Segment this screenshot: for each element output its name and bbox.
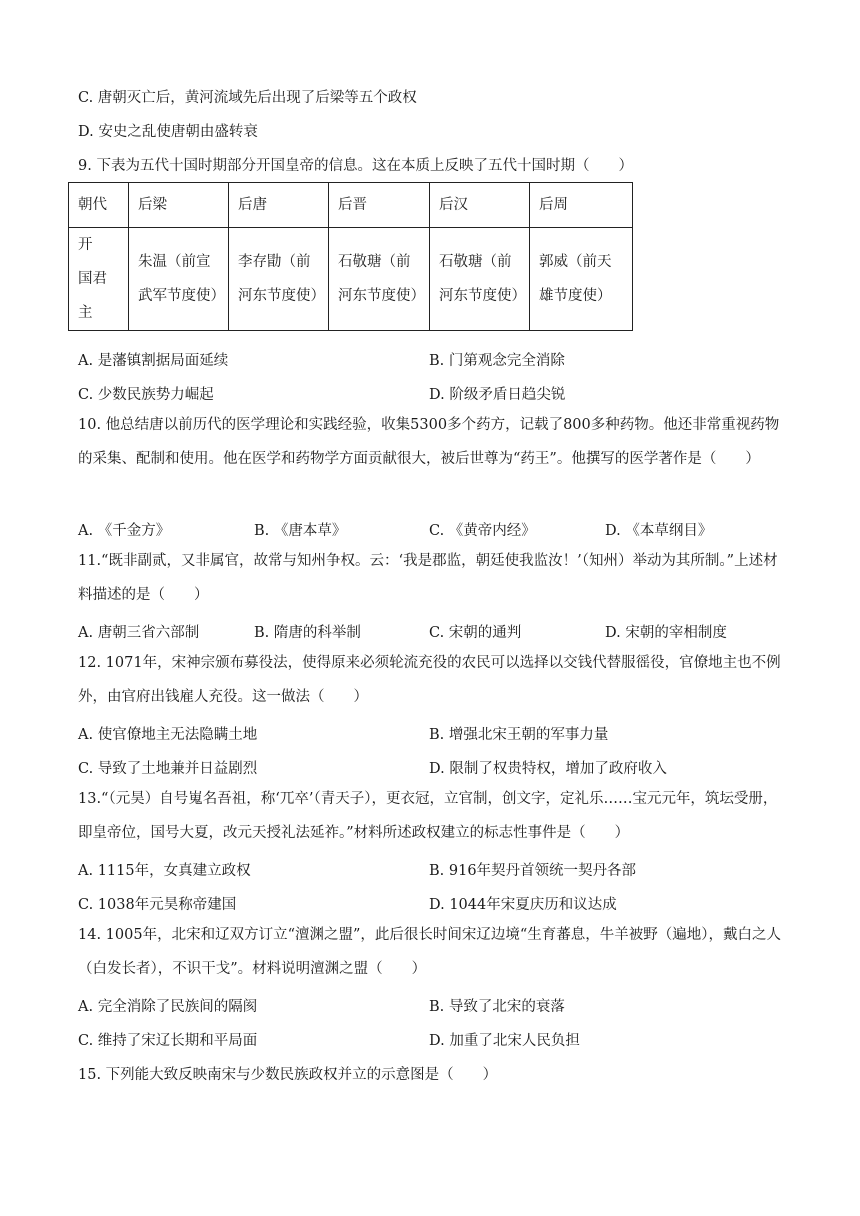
q13-option-c[interactable]: C. 1038年元昊称帝建国 xyxy=(78,897,237,913)
q13-option-d[interactable]: D. 1044年宋夏庆历和议达成 xyxy=(429,897,617,913)
table-cell: 石敬瑭（前河东节度使） xyxy=(430,228,530,331)
q12-option-b[interactable]: B. 增强北宋王朝的军事力量 xyxy=(429,727,609,743)
table-header-cell: 后唐 xyxy=(229,183,329,228)
table-header-cell: 后晋 xyxy=(329,183,430,228)
table-header-row xyxy=(69,183,633,228)
table-cell: 李存勖（前河东节度使） xyxy=(229,228,329,331)
table-cell: 朱温（前宣武军节度使） xyxy=(129,228,229,331)
q9-option-a[interactable]: A. 是藩镇割据局面延续 xyxy=(78,353,229,369)
table-cell: 石敬瑭（前河东节度使） xyxy=(329,228,430,331)
q9-stem: 9. 下表为五代十国时期部分开国皇帝的信息。这在本质上反映了五代十国时期（ ） xyxy=(78,158,633,174)
q13-stem: 13.“（元昊）自号嵬名吾祖，称‘兀卒’（青天子），更衣冠，立官制，创文字，定礼乐……宝元元年，筑坛受册，即皇帝位，国号大夏，改元天授礼法延祚。”材料所述政权建立的标志性事件是（ ） xyxy=(78,791,778,841)
q10-option-a[interactable]: A. 《千金方》 xyxy=(78,523,171,539)
table-header-cell: 后周 xyxy=(530,183,633,228)
q8-option-c[interactable]: C. 唐朝灭亡后，黄河流域先后出现了后梁等五个政权 xyxy=(78,90,417,106)
q9-table xyxy=(68,182,633,331)
q9-option-d[interactable]: D. 阶级矛盾日趋尖锐 xyxy=(429,387,566,403)
table-header-cell: 后汉 xyxy=(430,183,530,228)
q10-option-d[interactable]: D. 《本草纲目》 xyxy=(605,523,713,539)
q11-option-d[interactable]: D. 宋朝的宰相制度 xyxy=(605,625,727,641)
q14-option-d[interactable]: D. 加重了北宋人民负担 xyxy=(429,1033,580,1049)
q11-stem: 11.“既非副贰，又非属官，故常与知州争权。云：‘我是郡监，朝廷使我监汝！’（知州）举动为其所制。”上述材料描述的是（ ） xyxy=(78,553,778,603)
table-cell: 郭威（前天雄节度使） xyxy=(530,228,633,331)
q12-stem: 12. 1071年，宋神宗颁布募役法，使得原来必须轮流充役的农民可以选择以交钱代替服徭役，官僚地主也不例外，由官府出钱雇人充役。这一做法（ ） xyxy=(78,655,781,705)
q10-option-c[interactable]: C. 《黄帝内经》 xyxy=(429,523,536,539)
q12-option-a[interactable]: A. 使官僚地主无法隐瞒土地 xyxy=(78,727,258,743)
q10-stem: 10. 他总结唐以前历代的医学理论和实践经验，收集5300多个药方，记载了800多种药物。他还非常重视药物的采集、配制和使用。他在医学和药物学方面贡献很大，被后世尊为“药王”。他撰写的医学著作是（ ） xyxy=(78,417,780,467)
q9-option-b[interactable]: B. 门第观念完全消除 xyxy=(429,353,565,369)
q12-option-d[interactable]: D. 限制了权贵特权，增加了政府收入 xyxy=(429,761,667,777)
table-header-cell: 后梁 xyxy=(129,183,229,228)
q14-stem: 14. 1005年，北宋和辽双方订立“澶渊之盟”，此后很长时间宋辽边境“生育蕃息，牛羊被野（遍地），戴白之人（白发长者），不识干戈”。材料说明澶渊之盟（ ） xyxy=(78,927,782,977)
table-row xyxy=(69,228,633,331)
table-header-cell: 朝代 xyxy=(69,183,129,228)
q14-option-c[interactable]: C. 维持了宋辽长期和平局面 xyxy=(78,1033,258,1049)
q15-stem: 15. 下列能大致反映南宋与少数民族政权并立的示意图是（ ） xyxy=(78,1067,498,1083)
q14-option-b[interactable]: B. 导致了北宋的衰落 xyxy=(429,999,565,1015)
table-row-label: 开 国君主 xyxy=(69,228,129,331)
q10-option-b[interactable]: B. 《唐本草》 xyxy=(254,523,347,539)
q11-option-c[interactable]: C. 宋朝的通判 xyxy=(429,625,522,641)
q14-option-a[interactable]: A. 完全消除了民族间的隔阂 xyxy=(78,999,258,1015)
q9-option-c[interactable]: C. 少数民族势力崛起 xyxy=(78,387,214,403)
q11-option-a[interactable]: A. 唐朝三省六部制 xyxy=(78,625,200,641)
q12-option-c[interactable]: C. 导致了土地兼并日益剧烈 xyxy=(78,761,258,777)
q8-option-d[interactable]: D. 安史之乱使唐朝由盛转衰 xyxy=(78,124,258,140)
q13-option-a[interactable]: A. 1115年，女真建立政权 xyxy=(78,863,251,879)
q11-option-b[interactable]: B. 隋唐的科举制 xyxy=(254,625,361,641)
q13-option-b[interactable]: B. 916年契丹首领统一契丹各部 xyxy=(429,863,637,879)
